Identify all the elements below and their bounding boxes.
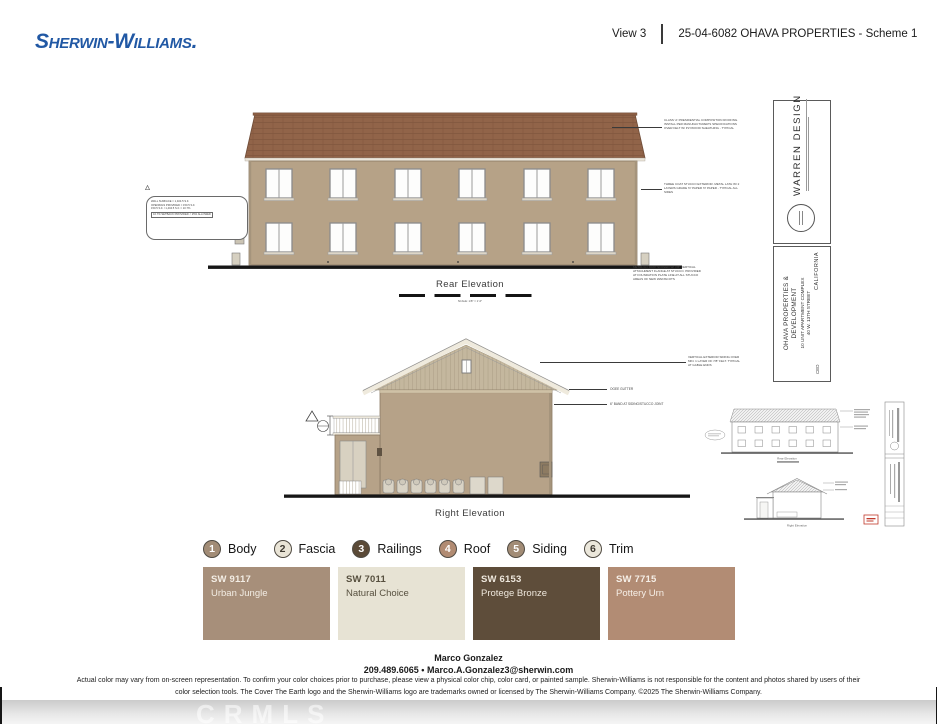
header-divider — [661, 24, 663, 44]
legend-number-badge: 4 — [439, 540, 457, 558]
legend-item-trim — [584, 540, 634, 558]
right-elevation-label: Right Elevation — [435, 508, 505, 519]
project-city-partial: CED — [814, 364, 820, 374]
right-gutter-note: OGEE GUTTER — [610, 386, 634, 391]
revision-triangle-marker: ▵ — [145, 182, 151, 193]
firm-name: WARREN DESIGN — [791, 94, 803, 196]
legend-item-siding — [507, 540, 567, 558]
leader-line — [554, 404, 607, 405]
legend-label: Railings — [377, 542, 422, 556]
swatch-code: SW 7715 — [616, 574, 657, 585]
legend-number-badge: 1 — [203, 540, 221, 558]
legend-item-railings — [352, 540, 421, 558]
legend-label: Trim — [608, 542, 634, 556]
legend-number-badge: 5 — [507, 540, 525, 558]
utility-box — [232, 253, 240, 265]
revision-cloud-note — [146, 196, 248, 240]
equipment-box — [488, 477, 503, 494]
crawl-grille — [339, 481, 361, 494]
legend-label: Fascia — [298, 542, 336, 556]
right-band-note: 6" BAND AT SIDING/STUCCO JOINT — [610, 401, 664, 406]
equipment-box — [470, 477, 485, 494]
swatch-protege-bronze — [473, 567, 600, 640]
wall-lamp — [377, 448, 382, 456]
firm-address-smudge — [805, 99, 810, 191]
rear-roof-note: CLASS 'A' PRESIDENTIAL COMPOSITION ROOFING. INSTALL PER MANUFACTURER'S SPECIFICATIONS OVER FELT W/ PLYWOOD SHEATHING - TYPICAL — [664, 118, 739, 130]
rep-contact-line: 209.489.6065 • Marco.A.Gonzalez3@sherwin.com — [363, 665, 574, 675]
legend-number-badge: 3 — [352, 540, 370, 558]
legend-number-badge: 6 — [584, 540, 602, 558]
leader-line — [540, 362, 686, 363]
cloud-line: OPENINGS PROVIDED = 150.5 S.F. — [151, 203, 196, 207]
right-elevation-drawing — [282, 338, 692, 508]
swatch-name: Urban Jungle — [211, 588, 268, 599]
scale-note: SCALE: 1/8" = 1'-0" — [457, 299, 483, 303]
swatch-natural-choice — [338, 567, 465, 640]
legend-label: Body — [228, 542, 257, 556]
rep-name: Marco Gonzalez — [434, 653, 503, 663]
swatch-name: Natural Choice — [346, 588, 409, 599]
disclaimer-line2: color selection tools. The Cover The Earth logo and the Sherwin-Williams logo are trademarks owned or licensed by The Sherwin-Williams Company. ©2025 The Sherwin-Williams Company. — [175, 688, 762, 696]
legend-number-badge: 2 — [274, 540, 292, 558]
project-state: CALIFORNIA — [813, 252, 820, 291]
project-address-line: 40 W. 13TH STREET — [806, 290, 811, 336]
downspout — [549, 393, 551, 494]
right-siding-note: VERTICAL EXTERIOR SIDING OVER MIN. 1 LAYER OF 7/8" FELT. TYPICAL AT GABLE ENDS — [688, 355, 740, 367]
titleblock-project-box — [773, 246, 831, 382]
swatch-urban-jungle — [203, 567, 330, 640]
balcony-railing — [334, 418, 379, 433]
legend-label: Siding — [532, 542, 567, 556]
rear-roof — [245, 114, 645, 158]
thumb-rear-label: Rear Elevation — [777, 456, 797, 461]
rear-fascia — [245, 158, 645, 161]
crmls-watermark: CRMLS — [196, 699, 334, 724]
rear-stucco-note: THREE COAT STUCCO EXTERIOR. METAL LATH W/ 2 LAYERS GRADE 'D' PAPER 'D' PAPER - TYPICAL ALL SIDES — [664, 182, 740, 194]
leader-line — [569, 389, 607, 390]
right-wall — [380, 390, 552, 495]
balcony-top-rail — [333, 416, 380, 418]
legend-label: Roof — [463, 542, 491, 556]
scale-bar — [399, 294, 541, 297]
architect-seal-icon — [787, 204, 815, 232]
cloud-line: 150.5 S.F. / 1,404.5 S.F. = 10.7% — [151, 207, 191, 211]
thumb-right-label: Right Elevation — [786, 523, 808, 528]
disclaimer-line1: Actual color may vary from on-screen representation. To confirm your color choices prior to purchase, please view a physical color chip, color card, or painted sample. Sherwin-Williams is not responsible for the content and photos shared by users of their — [76, 677, 861, 684]
swatch-code: SW 7011 — [346, 574, 386, 585]
original-sheet-thumbnail — [701, 398, 935, 530]
rear-screed-note: METAL G.I. DRIP SCREED W/ 7/8" VERTICAL ATTACHMENT FLANGE AT STUCCO. PROVIDED AT FOUNDATION PLATE LINE AT ALL STUCCO AREAS OF NEW WAINSCOTS — [633, 265, 701, 281]
rear-elevation-drawing — [208, 106, 682, 272]
watermark-bar — [0, 700, 937, 724]
keynote-triangle — [306, 411, 318, 421]
header-right — [612, 24, 917, 44]
project-desc-line: 10 UNIT APARTMENT COMPLEX — [799, 277, 805, 349]
ground-line — [208, 266, 682, 269]
titleblock-firm-box — [773, 94, 831, 244]
swatch-code: SW 9117 — [211, 574, 251, 585]
project-owner-line1: OHAVA PROPERTIES & — [782, 275, 790, 351]
rear-elevation-label: Rear Elevation — [436, 279, 504, 290]
swatch-code: SW 6153 — [481, 574, 522, 585]
cloud-line: WALL SURFACE = 1,404.5 S.F. — [151, 200, 189, 203]
legend-item-roof — [439, 540, 490, 558]
project-owner-line2: DEVELOPMENT — [791, 287, 798, 339]
ground-line — [284, 495, 690, 498]
rear-wall — [249, 161, 637, 265]
legend-item-body — [203, 540, 257, 558]
paint-swatches — [203, 567, 735, 640]
color-legend — [203, 540, 633, 558]
swatch-name: Pottery Urn — [616, 588, 665, 599]
cloud-line: 10.7% SETBACK PROVIDED < 25% ALLOWED — [153, 212, 211, 216]
utility-box — [641, 253, 649, 265]
legend-item-fascia — [274, 540, 336, 558]
stucco-band — [380, 390, 552, 393]
view-label: View 3 — [612, 28, 647, 40]
leader-line — [641, 189, 662, 190]
leader-line — [612, 127, 662, 128]
swatch-pottery-urn — [608, 567, 735, 640]
swatch-name: Protege Bronze — [481, 588, 548, 599]
sherwin-williams-logo: Sherwin-Williams. — [35, 30, 198, 53]
project-scheme-label: 25-04-6082 OHAVA PROPERTIES - Scheme 1 — [678, 28, 918, 40]
approval-stamp — [864, 515, 878, 524]
photo-edge-line — [0, 687, 2, 724]
